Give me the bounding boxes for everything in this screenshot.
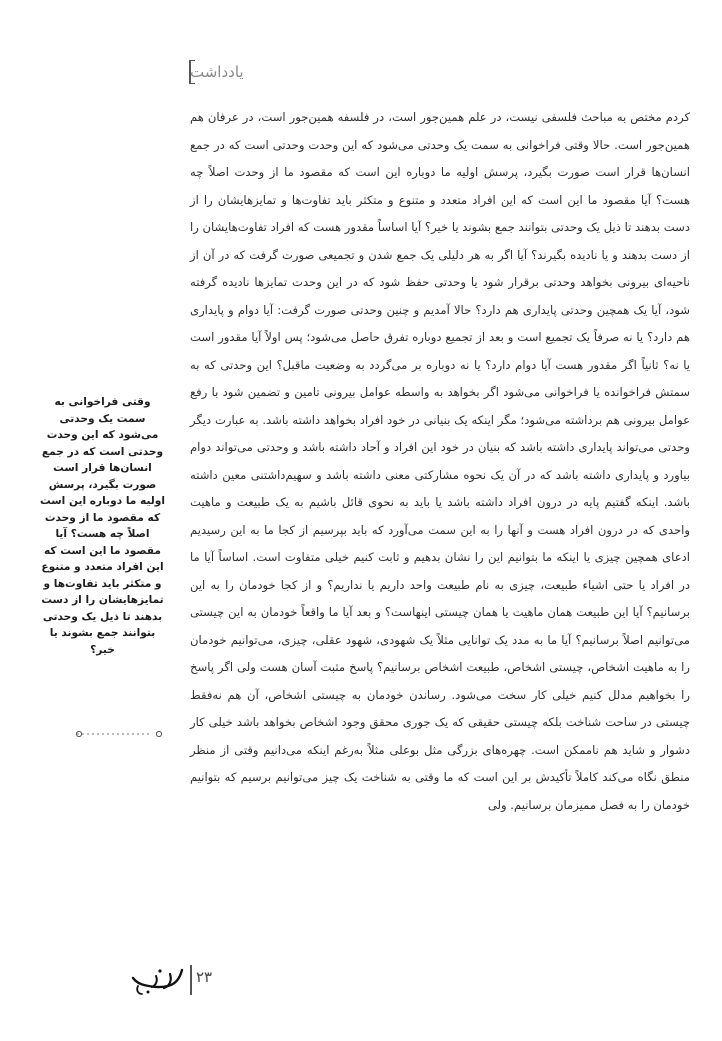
magazine-logo [130,964,186,998]
page-number: ۲۳ [196,968,213,986]
article-body [190,104,690,956]
pull-quote: وقتی فراخوانی به سمت یک وحدتی می‌شود که این وحدت وحدتی است که در جمع انسان‌ها قرار است صورت بگیرد، پرسش اولیه ما دوباره این است که مقصود ما از وحدت اصلاً چه هست؟ آیا مقصود ما این است که این افراد متعدد و متنوع و متکثر باید تفاوت‌ها و تمایزهایشان را از دست بدهند تا ذیل یک وحدتی بتوانند جمع بشوند یا خیر؟ [40,396,165,656]
article-paragraph: کردم مختص به مباحث فلسفی نیست، در علم همین‌جور است، در فلسفه همین‌جور است، در عرفان هم همین‌جور است. حالا وقتی فراخوانی به سمت یک وحدتی می‌شود که این وحدت وحدتی است که در جمع انسان‌ها قرار است صورت بگیرد، پرسش اولیه ما دوباره این است که مقصود ما از وحدت اصلاً چه هست؟ آیا مقصود ما این است که این افراد متعدد و متنوع و متکثر باید تفاوت‌ها و تمایزهایشان را از دست بدهند تا ذیل یک وحدتی بتوانند جمع بشوند یا خیر؟ آیا اساساً مقدور هست که افراد تفاوت‌هایشان را از دست بدهند و یا نادیده بگیرند؟ آیا اگر به هر دلیلی یک جمع شدن و تجمیعی صورت گرفت که در آن از ناحیه‌ای بیرونی بخواهد وحدتی برقرار شود یا وحدتی حفظ شود که در این وحدت تمایزها نادیده گرفته شود، آیا یک همچین وحدتی پایداری هم دارد؟ حالا آمدیم و چنین وحدتی صورت گرفت: آیا دوام و پایداری هم دارد؟ یا نه صرفاً یک تجمیع است و بعد از تجمیع دوباره تفرق حاصل می‌شود؛ پس اولاً آیا مقدور است یا نه؟ ثانیاً اگر مقدور هست آیا دوام دارد؟ یا نه دوباره بر می‌گردد به وضعیت ماقبل؟ این وحدتی که به سمتش فراخوانده یا فراخوانی می‌شود اگر بخواهد به واسطه عوامل بیرونی تامین و تضمین شود با رفع عوامل بیرونی هم برداشته می‌شود؛ مگر اینکه یک بنیانی در خود افراد بخواهد داشته باشد. به عبارت دیگر وحدتی می‌تواند پایداری داشته باشد که بنیان در خود این افراد و آحاد داشته باشد و وحدتی می‌تواند دوام بیاورد و پایداری داشته باشد که در آن یک نحوه مشارکتی معنی داشته باشد و سهیم‌داشتنی معین داشته باشد. اینکه گفتیم پایه در درون افراد داشته باشد یا باید به نحوی قائل باشیم به یک طبیعت و ماهیت واحدی که در درون افراد هست و آنها را به این سمت می‌آورد که باید بپرسیم از کجا ما به این رسیدیم ادعای همچین چیزی یا اینکه ما بتوانیم این را نشان بدهیم و ثابت کنیم خیلی متفاوت است. اساساً آیا ما در افراد یا حتی اشیاء طبیعت، چیزی به نام طبیعت واحد داریم یا نداریم؟ و از کجا خودمان را به این برسانیم؟ آیا این طبیعت همان ماهیت یا همان چیستی اینهاست؟ و بعد آیا ما واقعاً خودمان به این چیستی می‌توانیم اصلاً برسانیم؟ آیا ما به مدد یک توانایی مثلاً یک شهودی، شهود عقلی، چیزی، می‌توانیم خودمان را به ماهیت اشخاص، چیستی اشخاص، طبیعت اشخاص برسانیم؟ پاسخ مثبت آسان هست ولی اگر پاسخ را بخواهیم مدلل کنیم خیلی کار سخت می‌شود. رساندن خودمان به چیستی اشخاص، آن هم نه‌فقط چیستی در ساحت شناخت بلکه چیستی حقیقی که یک جوری محقق وجود اشخاص بخواهد باشد خیلی کار دشوار و شاید هم ناممکن است. چهره‌های بزرگی مثل بوعلی مثلاً به‌رغم اینکه می‌دانیم وقتی از منظر منطق نگاه می‌کند کاملاً تأکیدش بر این است که ما وقتی به شناخت یک چیز می‌توانیم برسیم که بتوانیم خودمان را به فصل ممیزمان برسانیم. ولی [190,110,690,812]
footer-rule [190,965,192,995]
section-label: یادداشت [190,63,244,81]
quote-divider [75,729,163,739]
